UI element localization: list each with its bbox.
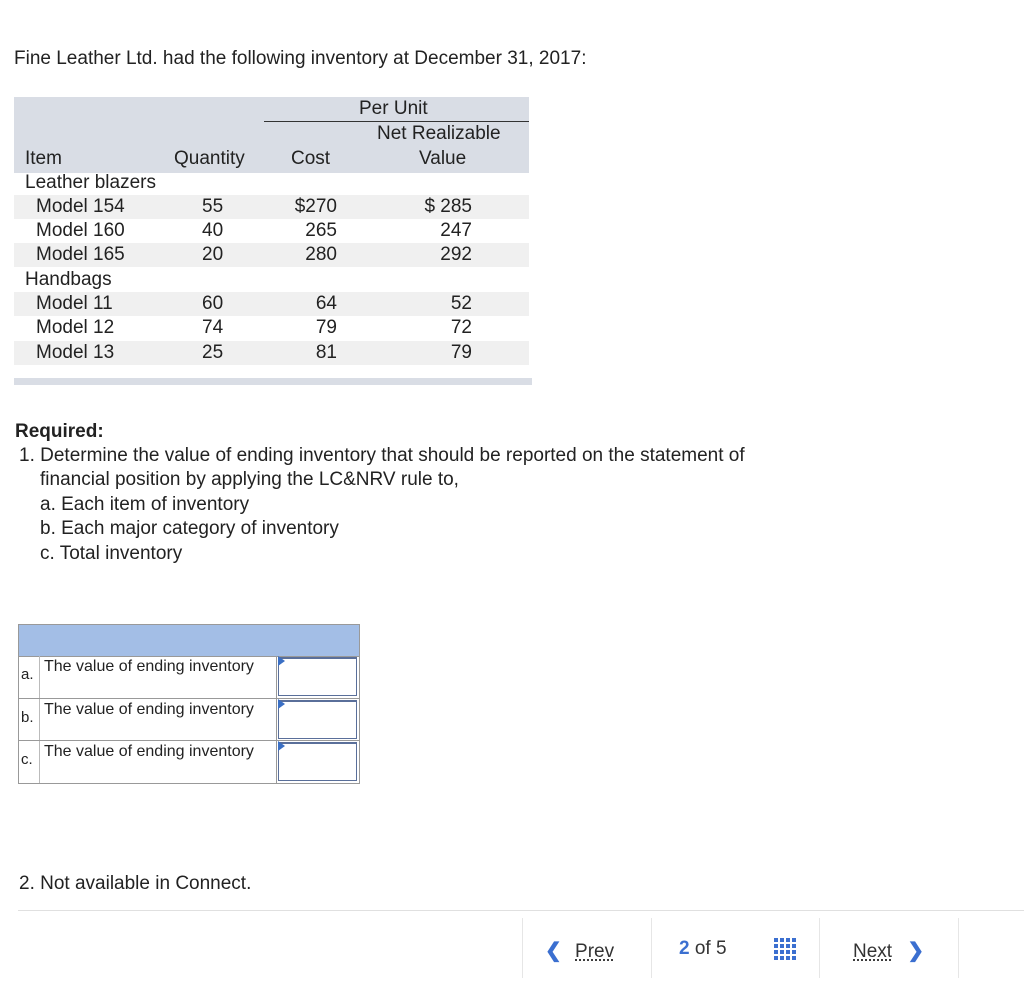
category-name: Handbags bbox=[25, 269, 112, 290]
table-bottom-bar bbox=[14, 378, 532, 385]
divider bbox=[276, 741, 277, 783]
row-quantity: 55 bbox=[202, 196, 224, 217]
next-button[interactable] bbox=[853, 938, 924, 963]
header-nrv-line2: Value bbox=[419, 148, 467, 169]
prev-button[interactable] bbox=[545, 938, 614, 963]
intro-text: Fine Leather Ltd. had the following inventory at December 31, 2017: bbox=[14, 48, 587, 69]
row-item: Model 12 bbox=[36, 317, 115, 338]
divider bbox=[651, 918, 652, 978]
row-nrv: $ 285 bbox=[424, 196, 472, 217]
grid-icon[interactable] bbox=[774, 938, 796, 960]
answer-input-a[interactable] bbox=[278, 657, 357, 696]
category-name: Leather blazers bbox=[25, 172, 156, 193]
flag-icon bbox=[278, 656, 285, 666]
header-per-unit: Per Unit bbox=[359, 98, 428, 119]
row-item: Model 154 bbox=[36, 196, 125, 217]
question-1b: b. Each major category of inventory bbox=[40, 518, 339, 539]
row-cost: $270 bbox=[294, 196, 337, 217]
answer-letter: b. bbox=[21, 709, 34, 726]
required-title: Required: bbox=[15, 421, 104, 442]
flag-icon bbox=[278, 699, 285, 709]
answer-row bbox=[19, 698, 359, 741]
header-nrv-line1: Net Realizable bbox=[377, 123, 501, 144]
flag-icon bbox=[278, 741, 285, 751]
question-1-line2: financial position by applying the LC&NRV rule to, bbox=[40, 469, 459, 490]
answer-table-header bbox=[19, 625, 359, 657]
row-nrv: 247 bbox=[440, 220, 472, 241]
question-1a: a. Each item of inventory bbox=[40, 494, 250, 515]
row-cost: 81 bbox=[315, 342, 337, 363]
row-quantity: 25 bbox=[202, 342, 224, 363]
row-item: Model 160 bbox=[36, 220, 125, 241]
divider bbox=[39, 656, 40, 698]
answer-table bbox=[18, 624, 360, 784]
header-item: Item bbox=[25, 148, 62, 169]
answer-input-b[interactable] bbox=[278, 700, 357, 739]
row-nrv: 292 bbox=[440, 244, 472, 265]
row-cost: 64 bbox=[315, 293, 337, 314]
row-item: Model 165 bbox=[36, 244, 125, 265]
chevron-left-icon: ❮ bbox=[545, 940, 562, 962]
chevron-right-icon: ❯ bbox=[907, 940, 925, 962]
row-cost: 265 bbox=[305, 220, 337, 241]
answer-label: The value of ending inventory bbox=[44, 658, 254, 675]
row-item: Model 13 bbox=[36, 342, 115, 363]
page-indicator bbox=[679, 938, 727, 960]
question-1-line1: 1. Determine the value of ending inventory that should be reported on the statement of bbox=[19, 445, 745, 466]
answer-letter: a. bbox=[21, 666, 34, 683]
note-2: 2. Not available in Connect. bbox=[19, 873, 252, 894]
divider bbox=[819, 918, 820, 978]
row-item: Model 11 bbox=[36, 293, 113, 314]
page-current: 2 bbox=[679, 938, 690, 959]
divider bbox=[522, 918, 523, 978]
page-total: of 5 bbox=[694, 938, 727, 959]
header-cost: Cost bbox=[291, 148, 331, 169]
answer-letter: c. bbox=[21, 751, 33, 768]
answer-label: The value of ending inventory bbox=[44, 743, 254, 760]
prev-label: Prev bbox=[575, 941, 615, 962]
footer-divider bbox=[18, 910, 1024, 911]
header-quantity: Quantity bbox=[174, 148, 245, 169]
answer-label: The value of ending inventory bbox=[44, 701, 254, 718]
row-quantity: 40 bbox=[202, 220, 224, 241]
question-1c: c. Total inventory bbox=[40, 543, 183, 564]
row-nrv: 72 bbox=[450, 317, 472, 338]
row-quantity: 74 bbox=[202, 317, 224, 338]
next-label: Next bbox=[853, 941, 893, 962]
divider bbox=[958, 918, 959, 978]
row-cost: 280 bbox=[305, 244, 337, 265]
divider bbox=[39, 741, 40, 783]
answer-row bbox=[19, 656, 359, 698]
row-nrv: 79 bbox=[450, 342, 472, 363]
row-cost: 79 bbox=[315, 317, 337, 338]
row-quantity: 20 bbox=[202, 244, 224, 265]
divider bbox=[276, 699, 277, 741]
answer-input-c[interactable] bbox=[278, 742, 357, 781]
row-quantity: 60 bbox=[202, 293, 224, 314]
divider bbox=[276, 656, 277, 698]
divider bbox=[39, 699, 40, 741]
row-nrv: 52 bbox=[450, 293, 472, 314]
answer-row bbox=[19, 740, 359, 783]
